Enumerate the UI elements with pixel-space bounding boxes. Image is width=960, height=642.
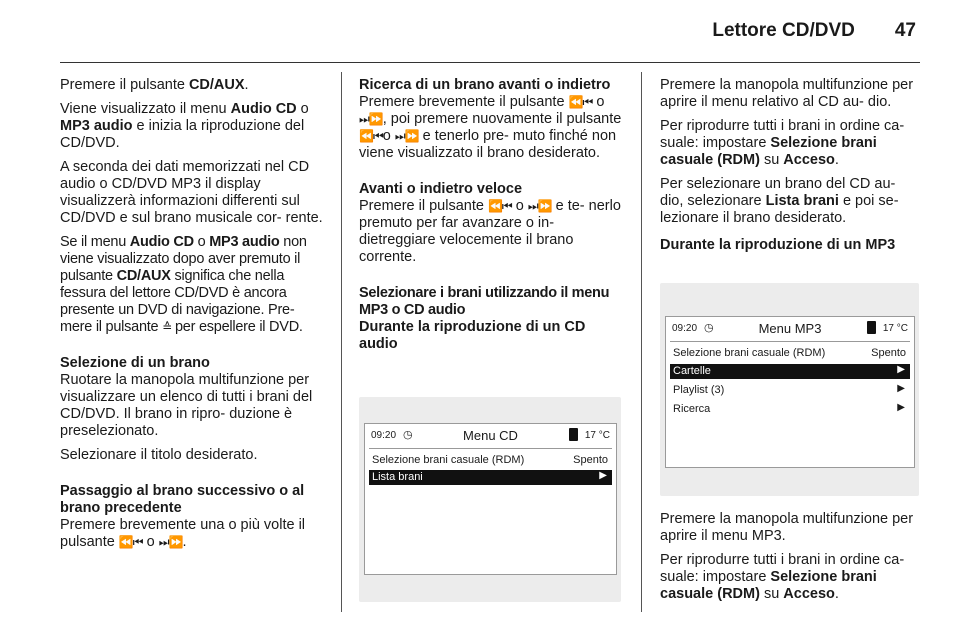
section-heading: Durante la riproduzione di un MP3 — [660, 237, 896, 253]
paragraph: A seconda dei dati memorizzati nel CD audio o CD/DVD MP3 il display visualizzerà informazioni differenti sul CD/DVD e sul brano musicale cor- rente. — [60, 159, 323, 226]
previous-track-icon: ⏪⏮ — [487, 199, 512, 213]
column-1 — [60, 77, 324, 558]
column-divider-2 — [641, 72, 642, 612]
clock-icon: ◷ — [704, 322, 714, 334]
page-number: 47 — [894, 20, 916, 41]
paragraph: Per riprodurre tutti i brani in ordine ca- suale: impostare Selezione brani casuale (RDM) su Acceso. — [660, 552, 905, 602]
column-2 — [359, 77, 624, 353]
header-rule — [60, 62, 920, 63]
phone-icon — [569, 428, 578, 441]
cd-menu-screenshot — [359, 397, 621, 602]
mp3-menu-screenshot — [660, 283, 919, 496]
column-3 — [660, 77, 922, 254]
temperature: 17 °C — [584, 430, 610, 441]
paragraph: Premere brevemente una o più volte il pulsante ⏪⏮ o ⏭⏩. — [60, 517, 306, 550]
clock-time: 09:20 — [371, 430, 397, 441]
chevron-right-icon: ▶ — [897, 402, 905, 413]
paragraph: Per riprodurre tutti i brani in ordine ca- suale: impostare Selezione brani casuale (RDM) su Acceso. — [660, 118, 905, 168]
paragraph: Selezionare il titolo desiderato. — [60, 447, 258, 463]
status-bar — [365, 424, 616, 446]
paragraph: Ruotare la manopola multifunzione per visualizzare un elenco di tutti i brani del CD/DVD. Il brano in ripro- duzione è preselezionato. — [60, 372, 313, 439]
menu-item-random[interactable]: Selezione brani casuale (RDM) Spento — [673, 347, 906, 359]
chevron-right-icon: ▶ — [897, 364, 905, 375]
clock-time: 09:20 — [672, 323, 698, 334]
menu-item-folders[interactable]: Cartelle ▶ — [670, 364, 910, 379]
chevron-right-icon: ▶ — [897, 383, 905, 394]
next-track-icon: ⏭⏩ — [359, 112, 383, 126]
chevron-right-icon: ▶ — [599, 470, 607, 481]
section-heading: Selezione di un brano — [60, 355, 210, 371]
column-divider-1 — [341, 72, 342, 612]
previous-track-icon: ⏪⏮ — [118, 535, 143, 549]
paragraph: Viene visualizzato il menu Audio CD o MP3 audio e inizia la riproduzione del CD/DVD. — [60, 101, 309, 151]
menu-item-playlist[interactable]: Playlist (3) ▶ — [673, 383, 905, 396]
divider — [670, 341, 910, 342]
next-track-icon: ⏭⏩ — [158, 535, 183, 549]
status-bar — [666, 317, 914, 339]
paragraph: Premere il pulsante ⏪⏮ o ⏭⏩ e te- nerlo premuto per far avanzare o in- dietreggiare velocemente il brano corrente. — [359, 198, 621, 265]
divider — [369, 448, 612, 449]
next-track-icon: ⏭⏩ — [394, 129, 419, 143]
paragraph: Se il menu Audio CD o MP3 audio non viene visualizzato dopo aver premuto il pulsante CD/AUX significa che nella fessura del lettore CD/DVD è ancora presente un DVD di navigazione. Pre- mere il pulsante ≙ per espellere il DVD. — [60, 234, 307, 335]
page-title: Lettore CD/DVD — [712, 20, 855, 41]
column-3-lower — [660, 511, 922, 610]
screen-title: Menu MP3 — [758, 321, 822, 336]
menu-item-search[interactable]: Ricerca ▶ — [673, 402, 905, 415]
paragraph: Premere la manopola multifunzione per aprire il menu MP3. — [660, 511, 914, 544]
menu-item-track-list[interactable]: Lista brani ▶ — [369, 470, 612, 485]
section-heading: Avanti o indietro veloce — [359, 181, 523, 197]
section-heading: Durante la riproduzione di un CD audio — [359, 319, 586, 352]
paragraph: Per selezionare un brano del CD au- dio, selezionare Lista brani e poi se- lezionare il brano desiderato. — [660, 176, 899, 226]
section-heading: Selezionare i brani utilizzando il menu MP3 o CD audio — [359, 285, 610, 318]
paragraph: Premere la manopola multifunzione per aprire il menu relativo al CD au- dio. — [660, 77, 914, 110]
section-heading: Passaggio al brano successivo o al brano precedente — [60, 483, 305, 516]
phone-icon — [867, 321, 876, 334]
screen-title: Menu CD — [463, 428, 518, 443]
next-track-icon: ⏭⏩ — [527, 199, 552, 213]
previous-track-icon: ⏪⏮ — [359, 129, 383, 143]
menu-item-random[interactable]: Selezione brani casuale (RDM) Spento — [372, 454, 608, 466]
page-header — [712, 20, 916, 42]
clock-icon: ◷ — [403, 429, 413, 441]
paragraph: Premere brevemente il pulsante ⏪⏮ o ⏭⏩, poi premere nuovamente il pulsante ⏪⏮o ⏭⏩ e tenerlo pre- muto finché non viene visualizzato il brano desiderato. — [359, 94, 622, 161]
previous-track-icon: ⏪⏮ — [568, 95, 593, 109]
temperature: 17 °C — [882, 323, 908, 334]
paragraph: Premere il pulsante CD/AUX. — [60, 77, 249, 93]
display-screen — [665, 316, 915, 468]
section-heading: Ricerca di un brano avanti o indietro — [359, 77, 611, 93]
eject-icon: ≙ — [162, 320, 172, 334]
display-screen — [364, 423, 617, 575]
